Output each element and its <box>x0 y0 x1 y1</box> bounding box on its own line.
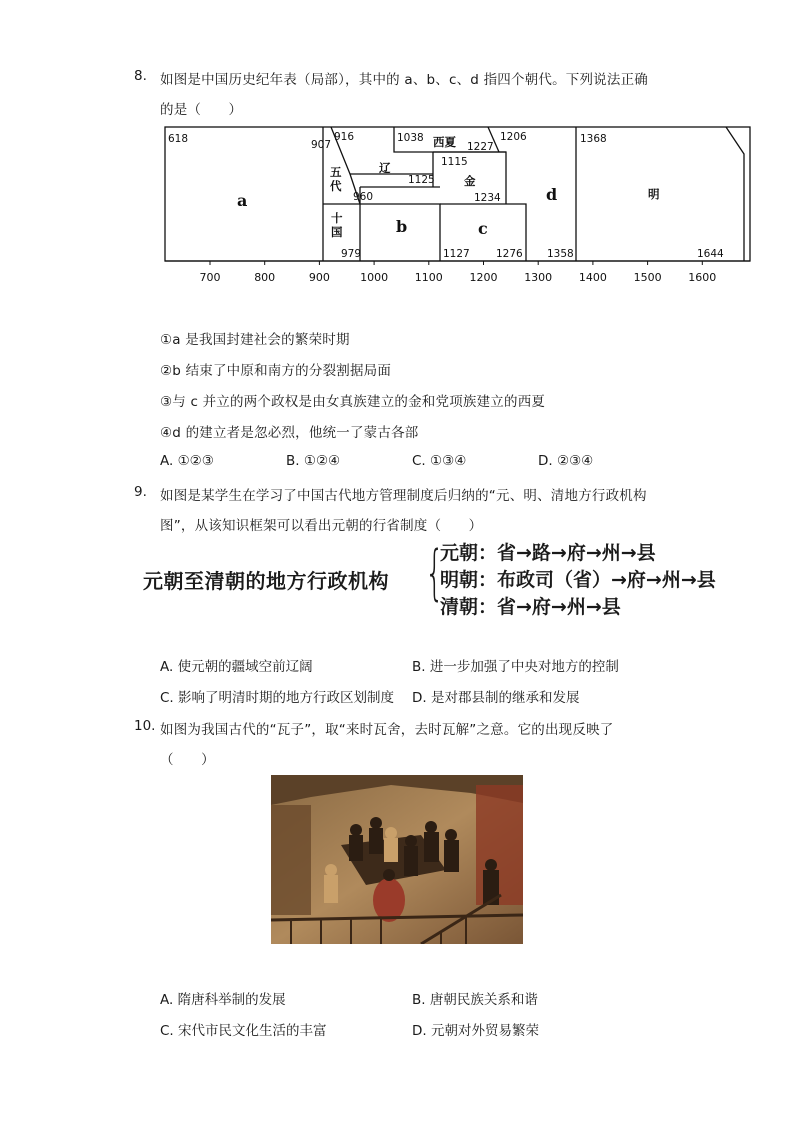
statement-4: ④d 的建立者是忽必烈，他统一了蒙古各部 <box>160 425 419 441</box>
row-qing: 清朝：省→府→州→县 <box>440 596 621 618</box>
q10-option-c[interactable]: C. 宋代市民文化生活的丰富 <box>160 1023 327 1039</box>
q8-option-c[interactable]: C. ①③④ <box>412 453 467 469</box>
q10-option-d[interactable]: D. 元朝对外贸易繁荣 <box>412 1023 539 1039</box>
axis-label-1500: 1500 <box>633 271 662 284</box>
dynasty-b: b <box>396 217 408 236</box>
chronology-chart <box>160 124 756 294</box>
axis-label-1200: 1200 <box>469 271 498 284</box>
q9-option-d[interactable]: D. 是对郡县制的继承和发展 <box>412 690 580 706</box>
label-shiguo-2: 国 <box>331 225 343 239</box>
axis-label-1000: 1000 <box>360 271 389 284</box>
label-618: 618 <box>168 133 189 145</box>
label-1358: 1358 <box>547 248 574 260</box>
label-liao: 辽 <box>379 161 391 175</box>
label-1276: 1276 <box>496 248 523 260</box>
label-1115: 1115 <box>441 156 468 168</box>
label-907: 907 <box>311 139 332 151</box>
label-1234: 1234 <box>474 192 501 204</box>
q8-option-b[interactable]: B. ①②④ <box>286 453 341 469</box>
axis-label-1600: 1600 <box>688 271 717 284</box>
admin-structure-figure <box>143 536 763 616</box>
question-9-stem: 如图是某学生在学习了中国古代地方管理制度后归纳的“元、明、清地方行政机构 <box>160 488 647 504</box>
statement-2: ②b 结束了中原和南方的分裂割据局面 <box>160 363 392 379</box>
row-ming: 明朝：布政司（省）→府→州→县 <box>440 569 716 591</box>
label-shiguo-1: 十 <box>331 211 343 225</box>
chart-frame <box>165 127 750 261</box>
brace-symbol: { <box>425 538 445 608</box>
statement-1: ①a 是我国封建社会的繁荣时期 <box>160 332 350 348</box>
question-10-stem-cont: （ ） <box>160 752 215 768</box>
label-960: 960 <box>353 191 374 203</box>
figure-title: 元朝至清朝的地方行政机构 <box>143 569 389 593</box>
label-979: 979 <box>341 248 362 260</box>
question-8-stem: 如图是中国历史纪年表（局部），其中的 a、b、c、d 指四个朝代。下列说法正确 <box>160 72 648 88</box>
wazi-painting-image <box>271 775 523 944</box>
question-10-number: 10. <box>134 718 156 734</box>
label-1644: 1644 <box>697 248 724 260</box>
axis-label-700: 700 <box>199 271 221 284</box>
label-ming: 明 <box>648 187 660 201</box>
q9-option-a[interactable]: A. 使元朝的疆域空前辽阔 <box>160 659 313 675</box>
q8-option-d[interactable]: D. ②③④ <box>538 453 594 469</box>
q8-option-a[interactable]: A. ①②③ <box>160 453 214 469</box>
label-1368: 1368 <box>580 133 607 145</box>
axis-label-1100: 1100 <box>414 271 443 284</box>
axis-label-900: 900 <box>308 271 330 284</box>
label-1038: 1038 <box>397 132 424 144</box>
axis-label-1300: 1300 <box>524 271 553 284</box>
dynasty-d: d <box>546 185 558 204</box>
question-9-number: 9. <box>134 484 147 500</box>
dynasty-a: a <box>237 191 248 210</box>
label-1127: 1127 <box>443 248 470 260</box>
q10-option-a[interactable]: A. 隋唐科举制的发展 <box>160 992 286 1008</box>
label-1227: 1227 <box>467 141 494 153</box>
question-8-stem-cont: 的是（ ） <box>160 102 243 118</box>
label-916: 916 <box>334 131 355 143</box>
question-10-stem: 如图为我国古代的“瓦子”，取“来时瓦舍，去时瓦解”之意。它的出现反映了 <box>160 722 614 738</box>
label-1206: 1206 <box>500 131 527 143</box>
label-wudai-1: 五 <box>330 165 342 179</box>
question-9-stem-cont: 图”，从该知识框架可以看出元朝的行省制度（ ） <box>160 518 483 534</box>
label-xixia: 西夏 <box>433 135 456 149</box>
row-yuan: 元朝：省→路→府→州→县 <box>440 542 656 564</box>
dynasty-c: c <box>478 219 488 238</box>
label-jin: 金 <box>464 174 476 188</box>
axis-label-1400: 1400 <box>578 271 607 284</box>
label-wudai-2: 代 <box>330 179 342 193</box>
question-8-number: 8. <box>134 68 147 84</box>
axis-label-800: 800 <box>254 271 276 284</box>
q9-option-b[interactable]: B. 进一步加强了中央对地方的控制 <box>412 659 619 675</box>
label-1125: 1125 <box>408 174 435 186</box>
q9-option-c[interactable]: C. 影响了明清时期的地方行政区划制度 <box>160 690 395 706</box>
statement-3: ③与 c 并立的两个政权是由女真族建立的金和党项族建立的西夏 <box>160 394 546 410</box>
q10-option-b[interactable]: B. 唐朝民族关系和谐 <box>412 992 538 1008</box>
